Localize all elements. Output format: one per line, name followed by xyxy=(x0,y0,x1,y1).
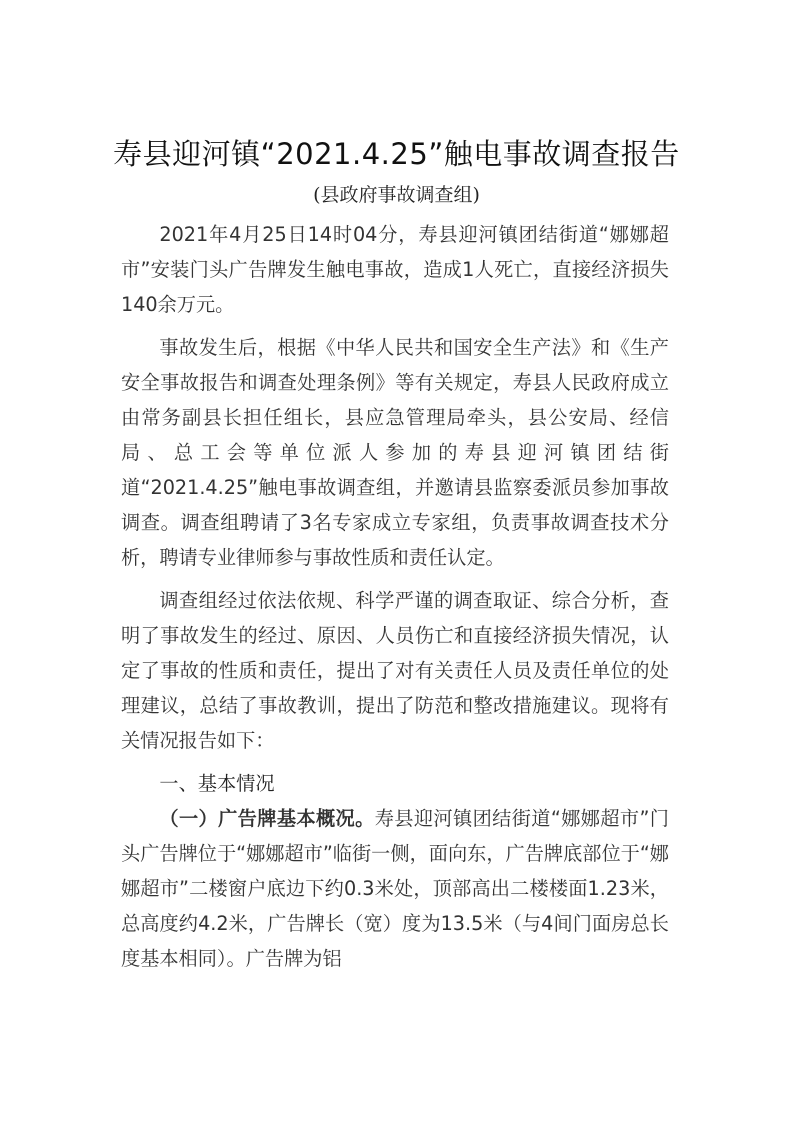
subsection-lead: （一）广告牌基本概况。 xyxy=(159,807,375,830)
document-subtitle: (县政府事故调查组) xyxy=(313,184,480,206)
document-title: 寿县迎河镇“2021.4.25”触电事故调查报告 xyxy=(113,137,680,171)
paragraph-incident-summary: 2021年4月25日14时04分，寿县迎河镇团结街道“娜娜超市”安装门头广告牌发生触电事故，造成1人死亡，直接经济损失140余万元。 xyxy=(121,223,669,316)
document-body xyxy=(121,217,669,984)
subsection-text: 寿县迎河镇团结街道“娜娜超市”门头广告牌位于“娜娜超市”临街一侧，面向东，广告牌底部位于“娜娜超市”二楼窗户底边下约0.3米处，顶部高出二楼楼面1.23米，总高度约4.2米，广告牌长（宽）度为13.5米（与4间门面房总长度基本相同）。广告牌为铝 xyxy=(121,807,669,970)
paragraph-billboard-overview xyxy=(121,801,669,976)
section-heading-basic-info: 一、基本情况 xyxy=(159,772,275,795)
paragraph-investigation-setup: 事故发生后，根据《中华人民共和国安全生产法》和《生产安全事故报告和调查处理条例》等有关规定，寿县人民政府成立由常务副县长担任组长，县应急管理局牵头，县公安局、经信局、总工会等单位派人参加的寿县迎河镇团结街道“2021.4.25”触电事故调查组，并邀请县监察委派员参加事故调查。调查组聘请了3名专家成立专家组，负责事故调查技术分析，聘请专业律师参与事故性质和责任认定。 xyxy=(121,336,669,569)
paragraph-investigation-findings: 调查组经过依法依规、科学严谨的调查取证、综合分析，查明了事故发生的经过、原因、人员伤亡和直接经济损失情况，认定了事故的性质和责任，提出了对有关责任人员及责任单位的处理建议，总结了事故教训，提出了防范和整改措施建议。现将有关情况报告如下： xyxy=(121,589,669,752)
